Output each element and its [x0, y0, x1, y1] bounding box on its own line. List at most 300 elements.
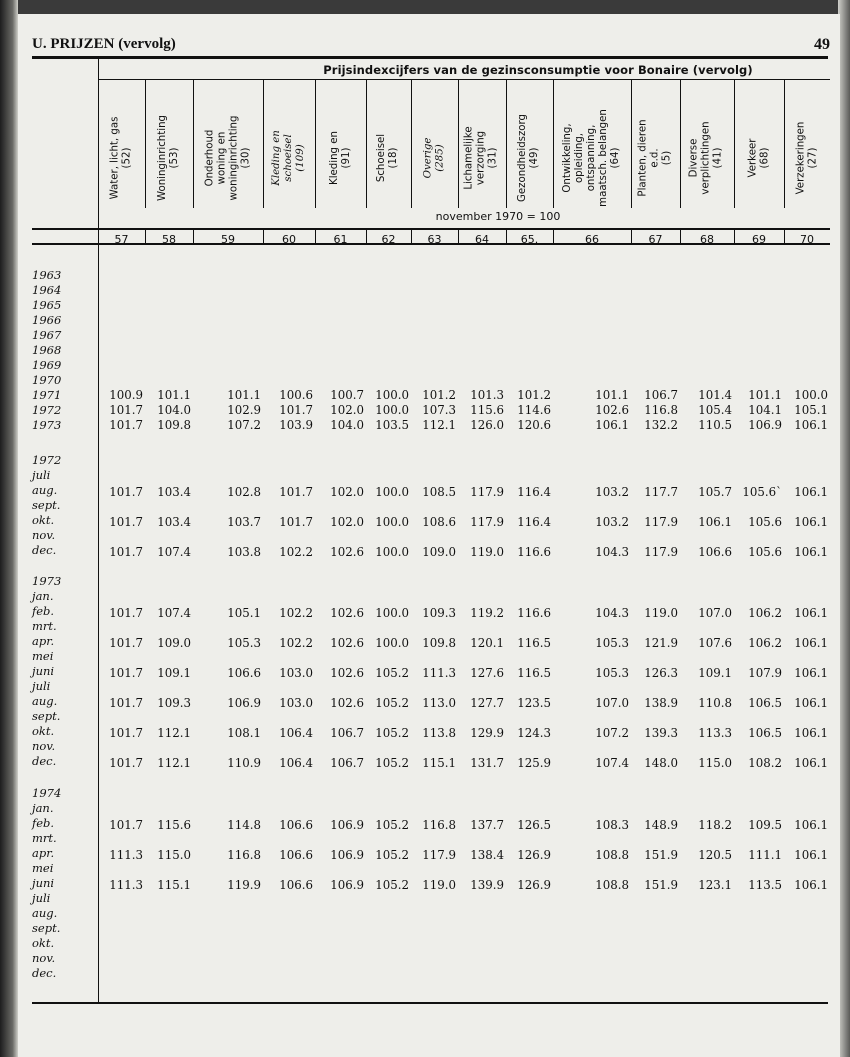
month-row-cell: 103.2: [595, 515, 629, 529]
month-row-cell: 115.1: [157, 878, 191, 892]
month-row-cell: 102.0: [330, 515, 364, 529]
month-row-cell: 106.5: [748, 726, 782, 740]
month-row-cell: 106.9: [227, 696, 261, 710]
column-heading: [366, 92, 411, 224]
month-row-cell: 110.8: [698, 696, 732, 710]
month-label: juli: [32, 891, 51, 905]
year-row-cell: 120.6: [517, 418, 551, 432]
month-row-cell: 151.9: [644, 848, 678, 862]
year-row-cell: 101.4: [698, 388, 732, 402]
month-row-cell: 118.2: [698, 818, 732, 832]
column-heading: [411, 92, 458, 224]
month-row-cell: 106.1: [794, 545, 828, 559]
month-row-cell: 105.7: [698, 485, 732, 499]
year-row-cell: 101.3: [470, 388, 504, 402]
month-row-cell: 116.4: [517, 485, 551, 499]
month-row-cell: 106.2: [748, 636, 782, 650]
column-heading-label: Ontwikkeling, opleiding, ontspanning, maatsch. belangen (64): [562, 109, 622, 207]
month-row-cell: 113.5: [748, 878, 782, 892]
month-row-cell: 108.3: [595, 818, 629, 832]
year-row-cell: 105.1: [794, 403, 828, 417]
month-row-cell: 106.1: [794, 485, 828, 499]
month-row-cell: 116.8: [227, 848, 261, 862]
column-heading-label: Water, licht, gas (52): [109, 116, 133, 200]
month-row-cell: 126.5: [517, 818, 551, 832]
month-row-cell: 112.1: [157, 726, 191, 740]
month-row-cell: 106.1: [794, 636, 828, 650]
month-row-cell: 105.2: [375, 666, 409, 680]
month-row-cell: 106.1: [698, 515, 732, 529]
month-row-cell: 107.4: [157, 545, 191, 559]
month-row-cell: 104.3: [595, 606, 629, 620]
month-row-cell: 102.2: [279, 545, 313, 559]
month-row-cell: 101.7: [109, 485, 143, 499]
month-row-cell: 107.9: [748, 666, 782, 680]
month-row-cell: 116.5: [517, 636, 551, 650]
month-row-cell: 123.1: [698, 878, 732, 892]
month-row-cell: 100.0: [375, 606, 409, 620]
month-row-cell: 114.8: [227, 818, 261, 832]
month-row-cell: 124.3: [517, 726, 551, 740]
month-row-cell: 109.0: [157, 636, 191, 650]
month-row-cell: 113.8: [422, 726, 456, 740]
year-label: 1963: [32, 268, 62, 282]
month-row-cell: 106.6: [279, 878, 313, 892]
year-row-cell: 107.3: [422, 403, 456, 417]
block-year-label: 1974: [32, 786, 62, 800]
month-row-cell: 126.9: [517, 848, 551, 862]
month-row-cell: 109.0: [422, 545, 456, 559]
month-row-cell: 112.1: [157, 756, 191, 770]
column-heading: [506, 92, 553, 224]
month-row-cell: 104.3: [595, 545, 629, 559]
year-row-cell: 100.7: [330, 388, 364, 402]
month-row-cell: 116.6: [517, 545, 551, 559]
column-heading: [193, 92, 263, 224]
month-label: feb.: [32, 604, 55, 618]
column-head-rule: [32, 228, 830, 230]
month-row-cell: 131.7: [470, 756, 504, 770]
column-heading-label: Schoeisel (18): [376, 133, 400, 183]
month-label: juli: [32, 679, 51, 693]
year-label: 1966: [32, 313, 62, 327]
month-label: sept.: [32, 498, 61, 512]
column-number: 58: [162, 233, 176, 246]
month-row-cell: 105.6: [748, 545, 782, 559]
month-row-cell: 106.9: [330, 848, 364, 862]
month-label: mrt.: [32, 619, 57, 633]
month-row-cell: 105.3: [227, 636, 261, 650]
month-row-cell: 106.6: [227, 666, 261, 680]
month-row-cell: 107.0: [698, 606, 732, 620]
month-row-cell: 106.1: [794, 666, 828, 680]
month-label: aug.: [32, 483, 58, 497]
month-row-cell: 106.6: [698, 545, 732, 559]
column-heading: [145, 92, 193, 224]
month-row-cell: 139.3: [644, 726, 678, 740]
month-label: mrt.: [32, 831, 57, 845]
month-row-cell: 106.1: [794, 696, 828, 710]
year-row-cell: 100.0: [375, 388, 409, 402]
month-label: apr.: [32, 634, 55, 648]
column-heading-label: Overige (285): [422, 137, 446, 179]
month-row-cell: 101.7: [109, 818, 143, 832]
month-row-cell: 126.3: [644, 666, 678, 680]
month-row-cell: 120.1: [470, 636, 504, 650]
month-row-cell: 101.7: [109, 606, 143, 620]
year-row-cell: 101.1: [227, 388, 261, 402]
table-super-title: Prijsindexcijfers van de gezinsconsumptie voor Bonaire (vervolg): [323, 63, 753, 77]
year-label: 1967: [32, 328, 62, 342]
month-row-cell: 108.6: [422, 515, 456, 529]
year-row-cell: 104.0: [330, 418, 364, 432]
year-row-cell: 100.9: [109, 388, 143, 402]
month-row-cell: 109.5: [748, 818, 782, 832]
column-number: 62: [381, 233, 396, 246]
year-row-cell: 104.1: [748, 403, 782, 417]
column-heading: [263, 92, 315, 224]
month-row-cell: 101.7: [279, 485, 313, 499]
month-row-cell: 109.1: [698, 666, 732, 680]
month-row-cell: 115.0: [698, 756, 732, 770]
month-row-cell: 100.0: [375, 485, 409, 499]
month-row-cell: 121.9: [644, 636, 678, 650]
month-row-cell: 117.9: [644, 545, 678, 559]
year-label: 1972: [32, 403, 62, 417]
month-row-cell: 101.7: [109, 756, 143, 770]
month-row-cell: 119.9: [227, 878, 261, 892]
month-row-cell: 108.8: [595, 848, 629, 862]
month-row-cell: 105.2: [375, 878, 409, 892]
year-row-cell: 101.1: [157, 388, 191, 402]
column-heading-label: Kleding en (91): [328, 131, 352, 185]
month-label: dec.: [32, 543, 57, 557]
month-row-cell: 106.5: [748, 696, 782, 710]
year-row-cell: 106.1: [595, 418, 629, 432]
column-number: 66: [585, 233, 599, 246]
month-row-cell: 120.5: [698, 848, 732, 862]
month-label: sept.: [32, 709, 61, 723]
month-row-cell: 105.6: [748, 515, 782, 529]
month-row-cell: 103.4: [157, 485, 191, 499]
month-label: okt.: [32, 936, 55, 950]
month-row-cell: 102.6: [330, 606, 364, 620]
month-label: okt.: [32, 724, 55, 738]
month-row-cell: 106.1: [794, 818, 828, 832]
year-row-cell: 101.7: [279, 403, 313, 417]
month-row-cell: 102.6: [330, 666, 364, 680]
month-label: feb.: [32, 816, 55, 830]
month-row-cell: 106.1: [794, 515, 828, 529]
year-row-cell: 103.5: [375, 418, 409, 432]
month-row-cell: 105.2: [375, 696, 409, 710]
column-heading: [734, 92, 784, 224]
month-row-cell: 107.4: [157, 606, 191, 620]
year-row-cell: 106.7: [644, 388, 678, 402]
year-row-cell: 132.2: [644, 418, 678, 432]
year-row-cell: 109.8: [157, 418, 191, 432]
year-row-cell: 116.8: [644, 403, 678, 417]
month-row-cell: 148.0: [644, 756, 678, 770]
month-row-cell: 117.9: [470, 515, 504, 529]
month-row-cell: 108.2: [748, 756, 782, 770]
page-number: 49: [814, 36, 830, 53]
month-row-cell: 138.4: [470, 848, 504, 862]
year-row-cell: 107.2: [227, 418, 261, 432]
year-row-cell: 106.9: [748, 418, 782, 432]
month-label: nov.: [32, 739, 56, 753]
year-label: 1969: [32, 358, 62, 372]
column-heading: [553, 92, 631, 224]
column-number: 60: [282, 233, 296, 246]
month-row-cell: 111.3: [422, 666, 456, 680]
month-row-cell: 126.9: [517, 878, 551, 892]
year-row-cell: 106.1: [794, 418, 828, 432]
month-row-cell: 108.5: [422, 485, 456, 499]
month-row-cell: 105.3: [595, 666, 629, 680]
month-row-cell: 106.1: [794, 606, 828, 620]
month-row-cell: 103.0: [279, 696, 313, 710]
column-heading-label: Woninginrichting (53): [157, 114, 180, 202]
column-heading: [784, 92, 830, 224]
month-label: dec.: [32, 966, 57, 980]
month-row-cell: 101.7: [109, 666, 143, 680]
month-row-cell: 107.2: [595, 726, 629, 740]
month-row-cell: 103.8: [227, 545, 261, 559]
month-row-cell: 106.1: [794, 878, 828, 892]
year-label: 1971: [32, 388, 62, 402]
column-heading-label: Gezondheidszorg (49): [517, 113, 541, 203]
year-row-cell: 100.6: [279, 388, 313, 402]
month-row-cell: 105.1: [227, 606, 261, 620]
month-row-cell: 117.9: [422, 848, 456, 862]
column-number: 70: [800, 233, 814, 246]
month-label: okt.: [32, 513, 55, 527]
year-row-cell: 112.1: [422, 418, 456, 432]
month-row-cell: 119.2: [470, 606, 504, 620]
month-row-cell: 106.4: [279, 756, 313, 770]
month-label: nov.: [32, 528, 56, 542]
year-row-cell: 114.6: [517, 403, 551, 417]
column-heading-label: Diverse verplichtingen (41): [689, 121, 724, 195]
year-row-cell: 105.4: [698, 403, 732, 417]
month-label: juli: [32, 468, 51, 482]
month-row-cell: 102.6: [330, 696, 364, 710]
year-row-cell: 101.7: [109, 403, 143, 417]
column-number: 67: [648, 233, 663, 246]
month-row-cell: 105.2: [375, 848, 409, 862]
month-row-cell: 125.9: [517, 756, 551, 770]
month-row-cell: 106.1: [794, 756, 828, 770]
month-row-cell: 117.7: [644, 485, 678, 499]
month-row-cell: 106.9: [330, 818, 364, 832]
month-row-cell: 107.4: [595, 756, 629, 770]
month-label: nov.: [32, 951, 56, 965]
month-row-cell: 100.0: [375, 636, 409, 650]
column-heading-label: Planten, dieren e.d. (5): [637, 119, 673, 197]
month-row-cell: 107.6: [698, 636, 732, 650]
month-row-cell: 119.0: [470, 545, 504, 559]
month-row-cell: 102.2: [279, 606, 313, 620]
year-row-cell: 101.1: [595, 388, 629, 402]
column-heading: [98, 92, 145, 224]
column-heading: [631, 92, 680, 224]
month-row-cell: 117.9: [470, 485, 504, 499]
month-row-cell: 101.7: [109, 726, 143, 740]
month-row-cell: 106.6: [279, 818, 313, 832]
column-number: 63: [427, 233, 442, 246]
month-row-cell: 106.2: [748, 606, 782, 620]
year-row-cell: 102.0: [330, 403, 364, 417]
year-row-cell: 100.0: [375, 403, 409, 417]
year-label: 1965: [32, 298, 62, 312]
page: [18, 14, 840, 1057]
year-label: 1968: [32, 343, 62, 357]
month-row-cell: 116.6: [517, 606, 551, 620]
month-row-cell: 127.7: [470, 696, 504, 710]
year-label: 1964: [32, 283, 62, 297]
column-heading-label: Verkeer (68): [747, 138, 770, 178]
month-row-cell: 139.9: [470, 878, 504, 892]
month-row-cell: 137.7: [470, 818, 504, 832]
block-year-label: 1973: [32, 574, 62, 588]
month-row-cell: 103.0: [279, 666, 313, 680]
month-row-cell: 106.4: [279, 726, 313, 740]
month-row-cell: 111.1: [748, 848, 782, 862]
month-label: juni: [32, 664, 55, 678]
column-number: 59: [221, 233, 235, 246]
column-heading-label: Onderhoud woning en woninginrichting (30): [204, 115, 252, 201]
month-row-cell: 116.8: [422, 818, 456, 832]
month-label: mei: [32, 861, 54, 875]
column-heading: [680, 92, 734, 224]
month-row-cell: 105.3: [595, 636, 629, 650]
month-row-cell: 102.8: [227, 485, 261, 499]
year-row-cell: 103.9: [279, 418, 313, 432]
month-row-cell: 105.6`: [742, 485, 782, 499]
year-row-cell: 101.2: [422, 388, 456, 402]
month-row-cell: 103.2: [595, 485, 629, 499]
month-label: sept.: [32, 921, 61, 935]
month-row-cell: 109.1: [157, 666, 191, 680]
month-row-cell: 106.6: [279, 848, 313, 862]
block-year-label: 1972: [32, 453, 62, 467]
month-row-cell: 101.7: [109, 515, 143, 529]
month-row-cell: 105.2: [375, 756, 409, 770]
month-row-cell: 116.4: [517, 515, 551, 529]
month-row-cell: 109.8: [422, 636, 456, 650]
month-row-cell: 148.9: [644, 818, 678, 832]
month-row-cell: 106.9: [330, 878, 364, 892]
month-row-cell: 101.7: [109, 636, 143, 650]
month-label: dec.: [32, 754, 57, 768]
month-row-cell: 111.3: [109, 878, 143, 892]
section-title: U. PRIJZEN (vervolg): [32, 36, 176, 52]
month-row-cell: 113.3: [698, 726, 732, 740]
year-row-cell: 101.1: [748, 388, 782, 402]
month-row-cell: 107.0: [595, 696, 629, 710]
month-label: aug.: [32, 694, 58, 708]
month-row-cell: 109.3: [422, 606, 456, 620]
year-row-cell: 126.0: [470, 418, 504, 432]
month-row-cell: 106.7: [330, 756, 364, 770]
month-row-cell: 108.1: [227, 726, 261, 740]
month-row-cell: 102.6: [330, 636, 364, 650]
month-row-cell: 119.0: [644, 606, 678, 620]
month-row-cell: 110.9: [227, 756, 261, 770]
month-row-cell: 123.5: [517, 696, 551, 710]
month-row-cell: 102.2: [279, 636, 313, 650]
month-label: juni: [32, 876, 55, 890]
column-number: 69: [752, 233, 766, 246]
month-label: apr.: [32, 846, 55, 860]
bottom-rule: [32, 1002, 828, 1004]
column-number: 68: [700, 233, 714, 246]
column-heading-label: Lichamelijke verzorging (31): [464, 126, 500, 190]
month-row-cell: 106.7: [330, 726, 364, 740]
book-gutter: [0, 0, 18, 1057]
month-row-cell: 115.6: [157, 818, 191, 832]
month-label: jan.: [32, 589, 54, 603]
month-row-cell: 101.7: [109, 545, 143, 559]
month-label: mei: [32, 649, 54, 663]
column-number: 65.: [520, 233, 539, 246]
month-row-cell: 129.9: [470, 726, 504, 740]
year-row-cell: 104.0: [157, 403, 191, 417]
column-heading-label: Kleding en schoeisel (109): [271, 130, 306, 186]
month-row-cell: 111.3: [109, 848, 143, 862]
year-label: 1973: [32, 418, 62, 432]
year-row-cell: 101.2: [517, 388, 551, 402]
year-label: 1970: [32, 373, 62, 387]
month-row-cell: 119.0: [422, 878, 456, 892]
month-row-cell: 103.7: [227, 515, 261, 529]
month-row-cell: 117.9: [644, 515, 678, 529]
month-row-cell: 113.0: [422, 696, 456, 710]
month-row-cell: 115.0: [157, 848, 191, 862]
month-row-cell: 108.8: [595, 878, 629, 892]
month-row-cell: 138.9: [644, 696, 678, 710]
month-row-cell: 105.2: [375, 818, 409, 832]
column-heading-label: Verzekeringen (27): [795, 121, 819, 195]
year-row-cell: 115.6: [470, 403, 504, 417]
header-underline: [98, 79, 830, 80]
month-label: jan.: [32, 801, 54, 815]
month-row-cell: 103.4: [157, 515, 191, 529]
month-row-cell: 100.0: [375, 515, 409, 529]
column-number: 61: [333, 233, 348, 246]
year-row-cell: 100.0: [794, 388, 828, 402]
year-row-cell: 102.9: [227, 403, 261, 417]
year-row-cell: 110.5: [698, 418, 732, 432]
column-heading: [458, 92, 506, 224]
column-number: 57: [114, 233, 129, 246]
month-row-cell: 127.6: [470, 666, 504, 680]
month-row-cell: 115.1: [422, 756, 456, 770]
month-row-cell: 101.7: [109, 696, 143, 710]
month-row-cell: 100.0: [375, 545, 409, 559]
month-label: aug.: [32, 906, 58, 920]
column-heading: [315, 92, 366, 224]
month-row-cell: 102.0: [330, 485, 364, 499]
month-row-cell: 116.5: [517, 666, 551, 680]
top-rule: [32, 56, 828, 59]
running-header: [32, 36, 830, 53]
month-row-cell: 106.1: [794, 848, 828, 862]
year-row-cell: 102.6: [595, 403, 629, 417]
column-number: 64: [475, 233, 489, 246]
month-row-cell: 106.1: [794, 726, 828, 740]
